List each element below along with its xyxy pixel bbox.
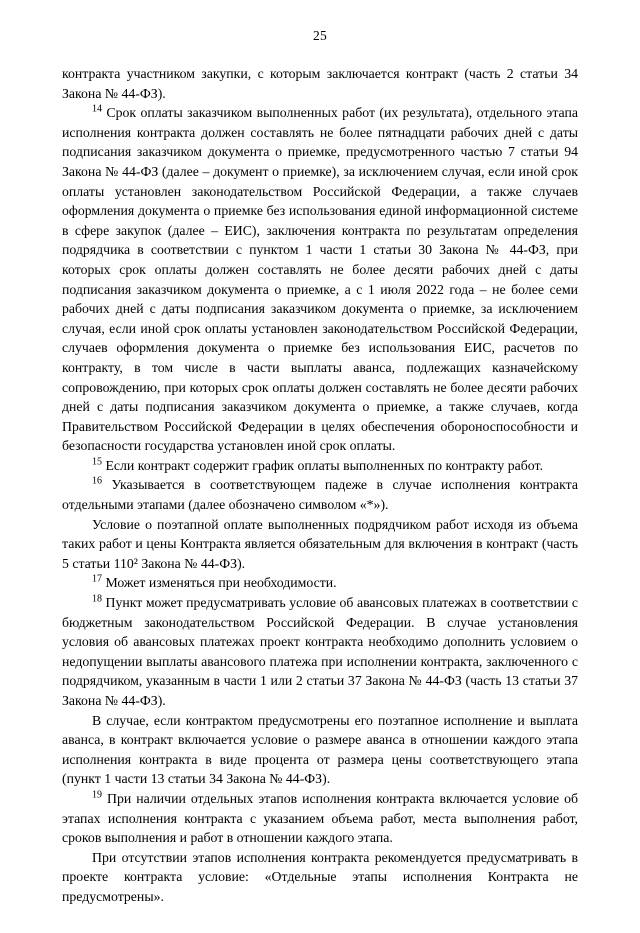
footnote-marker: 14 [92,103,102,115]
document-body [0,64,640,907]
footnote-marker: 18 [92,593,102,605]
paragraph [62,573,578,593]
document-page [0,28,640,933]
paragraph [62,64,578,103]
paragraph-text: Если контракт содержит график оплаты выполненных по контракту работ. [105,457,543,473]
paragraph [62,848,578,907]
paragraph-text: контракта участником закупки, с которым заключается контракт (часть 2 статьи 34 Закона № 44-ФЗ). [62,66,578,101]
paragraph [62,593,578,711]
paragraph-text: Срок оплаты заказчиком выполненных работ (их результата), отдельного этапа исполнения контракта должен составлять не более пятнадцати рабочих дней с даты подписания заказчиком документа о приемке, предусмотренного частью 7 статьи 94 Закона № 44-ФЗ (далее – документ о приемке), за исключением случая, если иной срок оплаты установлен законодательством Российской Федерации, а также случаев оформления документа о приемке без использования единой информационной системе в сфере закупок (далее – ЕИС), заключения контракта по результатам определения подрядчика в соответствии с пунктом 1 части 1 статьи 30 Закона № 44-ФЗ, при которых срок оплаты должен составлять не более десяти рабочих дней с даты подписания заказчиком документа о приемке, а с 1 июля 2022 года – не более семи рабочих дней с даты подписания заказчиком документа о приемке, за исключением случая, если иной срок оплаты установлен законодательством Российской Федерации, случаев оформления документа о приемке без использования ЕИС, расчетов по контракту, в том числе в части выплаты аванса, подлежащих казначейскому сопровождению, при которых срок оплаты должен составлять не более десяти рабочих дней с даты подписания заказчиком документа о приемке, а также случаев, когда Правительством Российской Федерации в целях обеспечения обороноспособности и безопасности государства установлен иной срок оплаты. [62,105,578,454]
footnote-marker: 16 [92,475,102,487]
page-number: 25 [313,28,327,43]
paragraph [62,515,578,574]
paragraph-text: Может изменяться при необходимости. [105,575,337,591]
footnote-marker: 19 [92,789,102,801]
paragraph-text: При отсутствии этапов исполнения контракта рекомендуется предусматривать в проекте контракта условие: «Отдельные этапы исполнения Контракта не предусмотрены». [62,849,578,904]
paragraph-text: Пункт может предусматривать условие об авансовых платежах в соответствии с бюджетным законодательством Российской Федерации. В случае установления условия об авансовых платежах проект контракта необходимо дополнить условием о недопущении выплаты авансового платежа при исполнении контракта, заключенного с подрядчиком, указанным в части 1 или 2 статьи 37 Закона № 44-ФЗ (часть 13 статьи 37 Закона № 44-ФЗ). [62,595,578,708]
paragraph-text: В случае, если контрактом предусмотрены его поэтапное исполнение и выплата аванса, в контракт включается условие о размере аванса в отношении каждого этапа исполнения контракта в виде процента от размера цены соответствующего этапа (пункт 1 части 13 статьи 34 Закона № 44-ФЗ). [62,712,578,787]
paragraph-text: Указывается в соответствующем падеже в случае исполнения контракта отдельными этапами (далее обозначено символом «*»). [62,477,578,513]
paragraph [62,789,578,848]
paragraph-text: При наличии отдельных этапов исполнения контракта включается условие об этапах исполнения контракта с указанием объема работ, места выполнения работ, сроков выполнения и работ в отношении каждого этапа. [62,790,578,846]
paragraph [62,475,578,514]
footnote-marker: 15 [92,456,102,468]
paragraph-text: Условие о поэтапной оплате выполненных подрядчиком работ исходя из объема таких работ и цены Контракта является обязательным для включения в контракт (часть 5 статьи 110² Закона № 44-ФЗ). [62,516,578,571]
footnote-marker: 17 [92,573,102,585]
paragraph [62,456,578,476]
paragraph [62,711,578,789]
paragraph [62,103,578,456]
